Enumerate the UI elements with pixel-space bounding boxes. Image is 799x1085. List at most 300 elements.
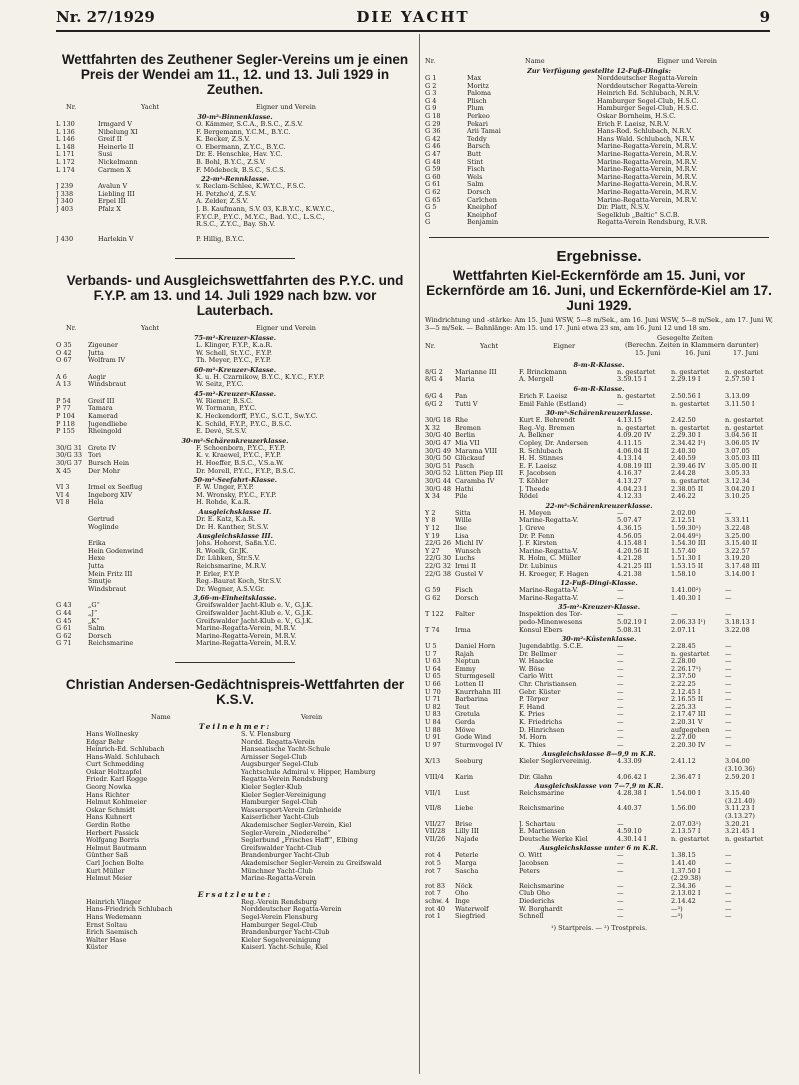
table-cell: P 155: [56, 428, 75, 436]
table-cell: 2.07.03¹): [671, 820, 701, 828]
table-row: [425, 790, 773, 798]
table-cell: Reg.-Verein Rendsburg: [241, 898, 317, 906]
col-name: Name: [525, 57, 545, 65]
table-row: [56, 602, 414, 610]
table-cell: (3.10.36): [725, 766, 755, 773]
results-heading: Ergebnisse.: [556, 247, 642, 265]
table-cell: A. Belkner: [519, 432, 554, 440]
table-cell: Y 19: [425, 532, 440, 540]
table-row: [56, 922, 414, 930]
table-row: [425, 658, 773, 666]
table-cell: 4.06.42 I: [617, 773, 647, 781]
table-cell: 2.41.12: [671, 758, 696, 766]
table-cell: U 65: [425, 673, 441, 681]
table-cell: Windsbraut: [88, 585, 127, 593]
table-cell: —: [617, 688, 624, 696]
table-row: [425, 828, 773, 836]
table-row: [56, 799, 414, 807]
table-row: [56, 206, 414, 214]
table-cell: v. Reclam-Schlee, K.W.Y.C., F.S.C.: [196, 183, 306, 191]
table-cell: —: [617, 400, 624, 408]
col-nr: Nr.: [66, 103, 77, 111]
table-cell: 3.06.05 IV: [725, 440, 760, 448]
table-row: [56, 516, 414, 524]
dinghy-table: [425, 75, 773, 227]
table-cell: Yachtschule Admiral v. Hipper, Hamburg: [241, 768, 376, 776]
table-row: [425, 681, 773, 689]
table-cell: 1.41.00²): [671, 587, 701, 595]
table-cell: F. W. Unger, F.Y.P.: [196, 484, 254, 492]
table-row: [56, 739, 414, 747]
table-cell: G 65: [425, 196, 441, 204]
table-cell: G 2: [425, 82, 437, 90]
table-row: [56, 236, 414, 244]
table-cell: G 1: [425, 75, 437, 82]
table-cell: Ingeborg XIV: [88, 491, 133, 499]
table-cell: —: [617, 673, 624, 681]
table-cell: 4.13.15: [617, 417, 642, 425]
table-cell: Hans Richter: [86, 791, 130, 799]
table-cell: 2.12.45 I: [671, 688, 701, 696]
table-cell: 3.15.40 II: [725, 540, 758, 548]
table-cell: Johs. Hohorst, Saßn.Y.C.: [196, 540, 277, 548]
table-cell: Wels: [467, 173, 483, 181]
table-cell: 3.13.09: [725, 393, 750, 401]
table-cell: Glückauf: [455, 455, 485, 463]
table-cell: 2.29.30 I: [671, 432, 701, 440]
results-title: Wettfahrten Kiel-Eckernförde am 15. Juni, vor Eckernförde am 16. Juni, und Eckernförde-Kiel am 17. Juni 1929.: [426, 267, 772, 313]
page-number: 9: [759, 8, 770, 26]
table-cell: 2.07.11: [671, 626, 696, 634]
table-cell: 22/G 26: [425, 540, 451, 548]
table-row: [425, 734, 773, 742]
table-cell: Dorsch: [455, 594, 479, 602]
table-row: [56, 381, 414, 389]
table-cell: n. gestartet: [725, 368, 764, 376]
table-cell: P. Erler, F.Y.P.: [196, 570, 240, 578]
table-cell: Marine-Regatta-Verein, M.R.V.: [196, 632, 297, 640]
table-cell: U 70: [425, 688, 441, 696]
table-cell: Stint: [467, 158, 483, 166]
table-row: [56, 792, 414, 800]
table-cell: R. Holm, C. Müller: [519, 555, 581, 563]
table-row: [425, 540, 773, 548]
table-cell: Peterle: [455, 852, 479, 860]
table-cell: K. u. H. Czarnikow, B.Y.C., K.Y.C., F.Y.P.: [196, 373, 325, 381]
table-cell: Jutta: [88, 562, 104, 570]
table-cell: 4.13.14: [617, 455, 642, 463]
class-label: 30-m²-Binnenklasse.: [197, 113, 273, 121]
pyc-title: Verbands- und Ausgleichswettfahrten des P.Y.C. und F.Y.P. am 13. und 14. Juli 1929 nach bzw. vor Lauterbach.: [66, 272, 404, 318]
table-cell: G 61: [56, 625, 72, 633]
table-cell: —: [725, 741, 732, 749]
table-cell: Marine-Regatta-Verein, M.R.V.: [597, 150, 698, 158]
issue-number: Nr. 27/1929: [56, 8, 155, 26]
table-cell: 4.09.20 IV: [617, 432, 652, 440]
table-cell: R.S.C., Z.Y.C., Bay. Sh.V.: [196, 221, 276, 229]
table-cell: G 46: [425, 143, 441, 151]
table-cell: Liebling III: [98, 190, 135, 198]
table-row: [425, 890, 773, 898]
table-cell: 8/G 4: [425, 376, 443, 384]
table-cell: K. v. Kraewel, P.Y.C., F.Y.P.: [196, 452, 282, 460]
table-cell: Rödel: [519, 493, 538, 501]
table-cell: W. Tormann, P.Y.C.: [196, 405, 257, 413]
class-label: 45-m²-Kreuzer-Klasse.: [193, 389, 277, 398]
table-row: [56, 578, 414, 586]
table-cell: Rhe: [455, 417, 468, 425]
table-cell: „J“: [88, 609, 98, 617]
table-cell: —: [725, 913, 732, 921]
table-cell: —: [617, 719, 624, 727]
table-cell: —: [725, 719, 732, 727]
table-cell: Dr. E. Henschke, Hav. Y.C.: [196, 151, 283, 159]
table-cell: U 71: [425, 696, 441, 704]
table-cell: F. Bergemann, Y.C.M., B.Y.C.: [196, 128, 291, 136]
table-cell: 1.54.30 III: [671, 540, 706, 548]
table-row: [425, 666, 773, 674]
results-table: [425, 361, 773, 921]
table-cell: G 3: [425, 90, 437, 98]
table-row: [425, 821, 773, 829]
table-row: [56, 776, 414, 784]
table-cell: Inge: [455, 897, 470, 905]
table-cell: Hans-Friedrich Schlubach: [86, 906, 173, 914]
table-cell: n. gestartet: [617, 393, 656, 401]
table-cell: 22/G 32: [425, 562, 451, 570]
table-cell: Diederichs: [519, 897, 555, 905]
table-cell: Fisch: [467, 166, 485, 174]
table-cell: Nickelmann: [98, 158, 138, 166]
table-cell: E. Martiensen: [519, 828, 566, 836]
table-cell: Pfalz X: [98, 205, 121, 213]
col-nr: Nr.: [66, 323, 77, 332]
table-cell: Hans Wald. Schlubach, N.R.V.: [597, 135, 695, 143]
table-cell: Y 12: [425, 524, 440, 532]
table-cell: —: [617, 726, 624, 734]
table-cell: Windsbraut: [88, 381, 127, 389]
table-cell: S. V. Flensburg: [241, 730, 291, 738]
table-cell: Woglinde: [88, 523, 119, 531]
table-cell: 2.57.50 I: [725, 376, 755, 384]
table-cell: O. Kämmer, S.C.A., B.S.C., Z.S.V.: [196, 121, 303, 128]
table-row: [425, 742, 773, 750]
table-row: [56, 814, 414, 822]
table-cell: n. gestartet: [617, 424, 656, 432]
table-cell: Irmi II: [455, 562, 477, 570]
table-cell: Brandenburger Yacht-Club: [241, 852, 330, 860]
table-cell: Greif III: [88, 397, 115, 405]
table-row: [56, 914, 414, 922]
table-cell: Mein Fritz III: [88, 570, 133, 578]
table-cell: Gode Wind: [455, 734, 492, 742]
table-cell: Reg.-Vg. Bremen: [519, 424, 575, 432]
table-cell: O. Witt: [519, 852, 542, 860]
table-cell: Dr. Morell, P.Y.C., F.Y.P., B.S.C.: [196, 467, 296, 475]
zeuthen-column-headers: [56, 102, 414, 112]
table-cell: 2.50.56 I: [671, 393, 701, 401]
table-cell: Gerdin Rothe: [86, 822, 131, 830]
table-cell: VI 3: [56, 484, 70, 492]
table-row: [56, 198, 414, 206]
table-cell: L 172: [56, 158, 75, 166]
table-row: [56, 868, 414, 876]
table-cell: Harlekin V: [98, 236, 134, 244]
table-cell: Mia VII: [455, 440, 480, 448]
table-cell: R. Woelk, Gr.JK.: [196, 547, 249, 555]
table-cell: 4.36.15: [617, 524, 642, 532]
table-cell: H. Petzho'd, Z.S.V.: [196, 190, 257, 198]
table-row: [56, 937, 414, 945]
table-cell: Y 8: [425, 517, 436, 525]
zeuthen-table: [56, 113, 414, 244]
table-cell: Helmut Meier: [86, 875, 133, 883]
table-cell: Kaiserl. Yacht-Schule, Kiel: [241, 944, 328, 952]
table-cell: Oskar Schmidt: [86, 806, 135, 814]
table-cell: 4.33.09: [617, 758, 642, 766]
table-cell: —: [725, 852, 732, 860]
table-cell: 2.16.55 II: [671, 696, 704, 704]
table-cell: pedo-Minenwesens: [519, 618, 583, 626]
table-cell: 3.07.05: [725, 447, 750, 455]
table-cell: —: [725, 611, 732, 619]
table-cell: Copley, Dr. Andersen: [519, 440, 589, 448]
table-row: [56, 357, 414, 365]
table-cell: 3.04.20 I: [725, 485, 755, 493]
table-cell: Segler-Verein „Niederelbe“: [241, 829, 331, 837]
class-label: 30-m²-Schärenkreuzerklasse.: [181, 436, 289, 445]
table-cell: —: [617, 681, 624, 689]
table-row: [425, 673, 773, 681]
table-cell: 2.44.28: [671, 470, 696, 478]
table-row: [56, 492, 414, 500]
table-cell: n. gestartet: [671, 400, 710, 408]
table-row: [56, 555, 414, 563]
table-row: [56, 746, 414, 754]
col-owner: Eigner und Verein: [256, 323, 316, 332]
results-column-headers: [425, 334, 773, 360]
table-cell: 1.40.30 I: [671, 594, 701, 602]
table-row: [425, 587, 773, 595]
table-row: [56, 906, 414, 914]
table-cell: Regatta-Verein Rendsburg, R.V.R.: [597, 219, 708, 227]
table-cell: Tori: [88, 452, 101, 460]
table-row: [425, 798, 773, 806]
table-cell: 4.16.37: [617, 470, 642, 478]
table-cell: —³): [671, 905, 683, 913]
table-row: [425, 128, 773, 136]
table-cell: Marine-Regatta-Verein, M.R.V.: [597, 188, 698, 196]
table-cell: Bursch Hein: [88, 460, 130, 468]
table-cell: 2.40.30: [671, 447, 696, 455]
table-cell: 3.11.50 I: [725, 400, 755, 408]
table-row: [425, 425, 773, 433]
table-cell: 2.39.46 IV: [671, 462, 706, 470]
table-cell: n. gestartet: [671, 835, 710, 843]
table-cell: —: [725, 688, 732, 696]
table-cell: Falter: [455, 611, 475, 619]
table-row: [425, 432, 773, 440]
table-row: [56, 784, 414, 792]
class-label: 75-m²-Kreuzer-Klasse.: [193, 333, 277, 342]
class-label: Ausgleichsklasse II.: [198, 508, 272, 516]
table-cell: U 97: [425, 741, 441, 749]
table-cell: n. gestartet: [671, 368, 710, 376]
table-cell: Hans-Wald. Schlubach: [86, 753, 160, 761]
table-row: [56, 807, 414, 815]
table-cell: Hans Kuhnert: [86, 814, 132, 822]
table-cell: G 60: [425, 173, 441, 181]
table-cell: 3.10.25: [725, 493, 750, 501]
class-label: 30-m²-Schärenkreuzerklasse.: [545, 409, 653, 418]
table-cell: 4.59.10: [617, 828, 642, 836]
table-row: [425, 836, 773, 844]
table-cell: Jugendabtlg. S.C.E.: [519, 643, 584, 651]
table-cell: —: [617, 882, 624, 890]
table-row: [56, 159, 414, 167]
table-row: [56, 845, 414, 853]
table-row: [425, 83, 773, 91]
table-cell: Pekari: [467, 120, 488, 128]
class-label: Ausgleichsklasse III.: [197, 532, 273, 541]
table-cell: G 42: [425, 135, 441, 143]
table-row: [56, 625, 414, 633]
table-row: [56, 852, 414, 860]
header-rule: [56, 30, 770, 32]
table-row: [425, 868, 773, 876]
table-cell: VIII/4: [425, 773, 444, 781]
table-row: [425, 463, 773, 471]
table-cell: —: [617, 890, 624, 898]
table-cell: 4.08.19 III: [617, 462, 652, 470]
table-row: [425, 212, 773, 220]
table-cell: Salm: [467, 181, 484, 189]
table-row: [56, 830, 414, 838]
left-column: [56, 52, 414, 952]
table-cell: 3.05.33: [725, 470, 750, 478]
table-row: [56, 144, 414, 152]
table-cell: 3.59.15 I: [617, 376, 647, 384]
table-cell: Tamara: [88, 405, 113, 413]
table-cell: F. Hand: [519, 703, 545, 711]
table-cell: Sturmgesell: [455, 673, 495, 681]
table-cell: U 64: [425, 665, 441, 673]
table-cell: Dir. Glahn: [519, 773, 553, 781]
col-nr: Nr.: [425, 57, 436, 65]
table-cell: Jacobsen: [519, 859, 549, 867]
table-cell: G 43: [56, 602, 72, 610]
table-row: [425, 143, 773, 151]
table-cell: Dr. Lübken, Str.S.V.: [196, 555, 260, 563]
table-cell: W. Seitz, P.Y.C.: [196, 381, 244, 389]
table-row: [425, 98, 773, 106]
table-cell: 6/G 2: [425, 400, 443, 408]
table-cell: 5.08.31: [617, 626, 642, 634]
table-row: [56, 944, 414, 952]
table-cell: Th. Meyer, P.Y.C., F.Y.P.: [196, 357, 271, 365]
table-cell: Gustel V: [455, 570, 484, 578]
table-cell: O. Ebermann, Z.Y.C., B.Y.C.: [196, 143, 286, 151]
table-cell: 30/G 47: [425, 440, 451, 448]
table-row: [56, 754, 414, 762]
table-cell: Hans Wollnesky: [86, 730, 139, 738]
table-row: [56, 214, 414, 222]
table-cell: Teddy: [467, 135, 487, 143]
table-cell: Luchs: [455, 555, 475, 563]
table-cell: G 59: [425, 166, 441, 174]
table-cell: K. Becker, Z.S.V.: [196, 136, 250, 144]
table-cell: Curt Schmedding: [86, 761, 144, 769]
table-cell: G 5: [425, 204, 437, 212]
table-cell: U 63: [425, 658, 441, 666]
table-cell: P. Törper: [519, 696, 549, 704]
table-cell: Plisch: [467, 97, 487, 105]
table-cell: —: [617, 905, 624, 913]
table-row: [425, 548, 773, 556]
table-cell: 1.54.00 I: [671, 790, 701, 798]
table-cell: Lotten II: [455, 681, 484, 689]
col-owner: Eigner und Verein: [657, 57, 717, 65]
table-cell: Irmel ex Seeflug: [88, 484, 143, 492]
table-row: [425, 619, 773, 627]
table-cell: VII/27: [425, 820, 446, 828]
table-cell: 3.22.57: [725, 547, 750, 555]
table-cell: 1.53.15 II: [671, 562, 704, 570]
table-cell: Nibelung XI: [98, 128, 138, 136]
table-row: [56, 640, 414, 648]
table-cell: U 91: [425, 734, 441, 742]
table-cell: Teut: [455, 703, 470, 711]
table-cell: Dir. Platt, N.S.V.: [597, 204, 650, 212]
table-cell: —: [617, 665, 624, 673]
class-label: Ausgleichsklasse unter 6 m K.R.: [539, 844, 659, 853]
pyc-column-headers: [56, 323, 414, 333]
table-cell: Hamburger Segel-Club: [241, 921, 318, 929]
table-row: [425, 166, 773, 174]
table-cell: Günther Saß: [86, 852, 129, 860]
table-cell: (3.21.40): [725, 797, 755, 805]
table-cell: Nöck: [455, 882, 473, 890]
table-cell: 2.42.50: [671, 417, 696, 425]
table-cell: J. F. Kirsten: [519, 540, 557, 548]
col-yacht: Yacht: [141, 103, 160, 111]
table-cell: —: [617, 509, 624, 517]
table-cell: P 118: [56, 420, 75, 428]
table-cell: (3.13.27): [725, 812, 755, 820]
table-cell: Wolfram IV: [88, 357, 126, 365]
table-cell: 5.07.47: [617, 517, 642, 525]
table-row: [425, 643, 773, 651]
table-cell: Salm: [88, 625, 105, 633]
table-row: [425, 813, 773, 821]
class-label: 60-m²-Kreuzer-Klasse.: [193, 365, 277, 374]
table-cell: Georg Nowka: [86, 784, 132, 792]
table-row: [425, 696, 773, 704]
table-cell: Emil Fahle (Estland): [519, 400, 587, 408]
table-cell: —: [725, 703, 732, 711]
table-cell: J. Theede: [519, 485, 550, 493]
table-cell: Gebr. Küster: [519, 688, 561, 696]
table-cell: Zigeuner: [88, 341, 118, 349]
table-row: [425, 875, 773, 883]
table-cell: rot 40: [425, 905, 445, 913]
zeuthen-title: Wettfahrten des Zeuthener Segler-Vereins um je einen Preis der Wendei am 11., 12. und 13. Juli 1929 in Zeuthen.: [61, 52, 409, 97]
section-rule: [175, 662, 295, 663]
table-row: [425, 486, 773, 494]
table-row: [56, 822, 414, 830]
table-cell: F. Mödebeck, B.S.C., S.C.S.: [196, 166, 286, 174]
table-cell: 4.13.27: [617, 478, 642, 485]
